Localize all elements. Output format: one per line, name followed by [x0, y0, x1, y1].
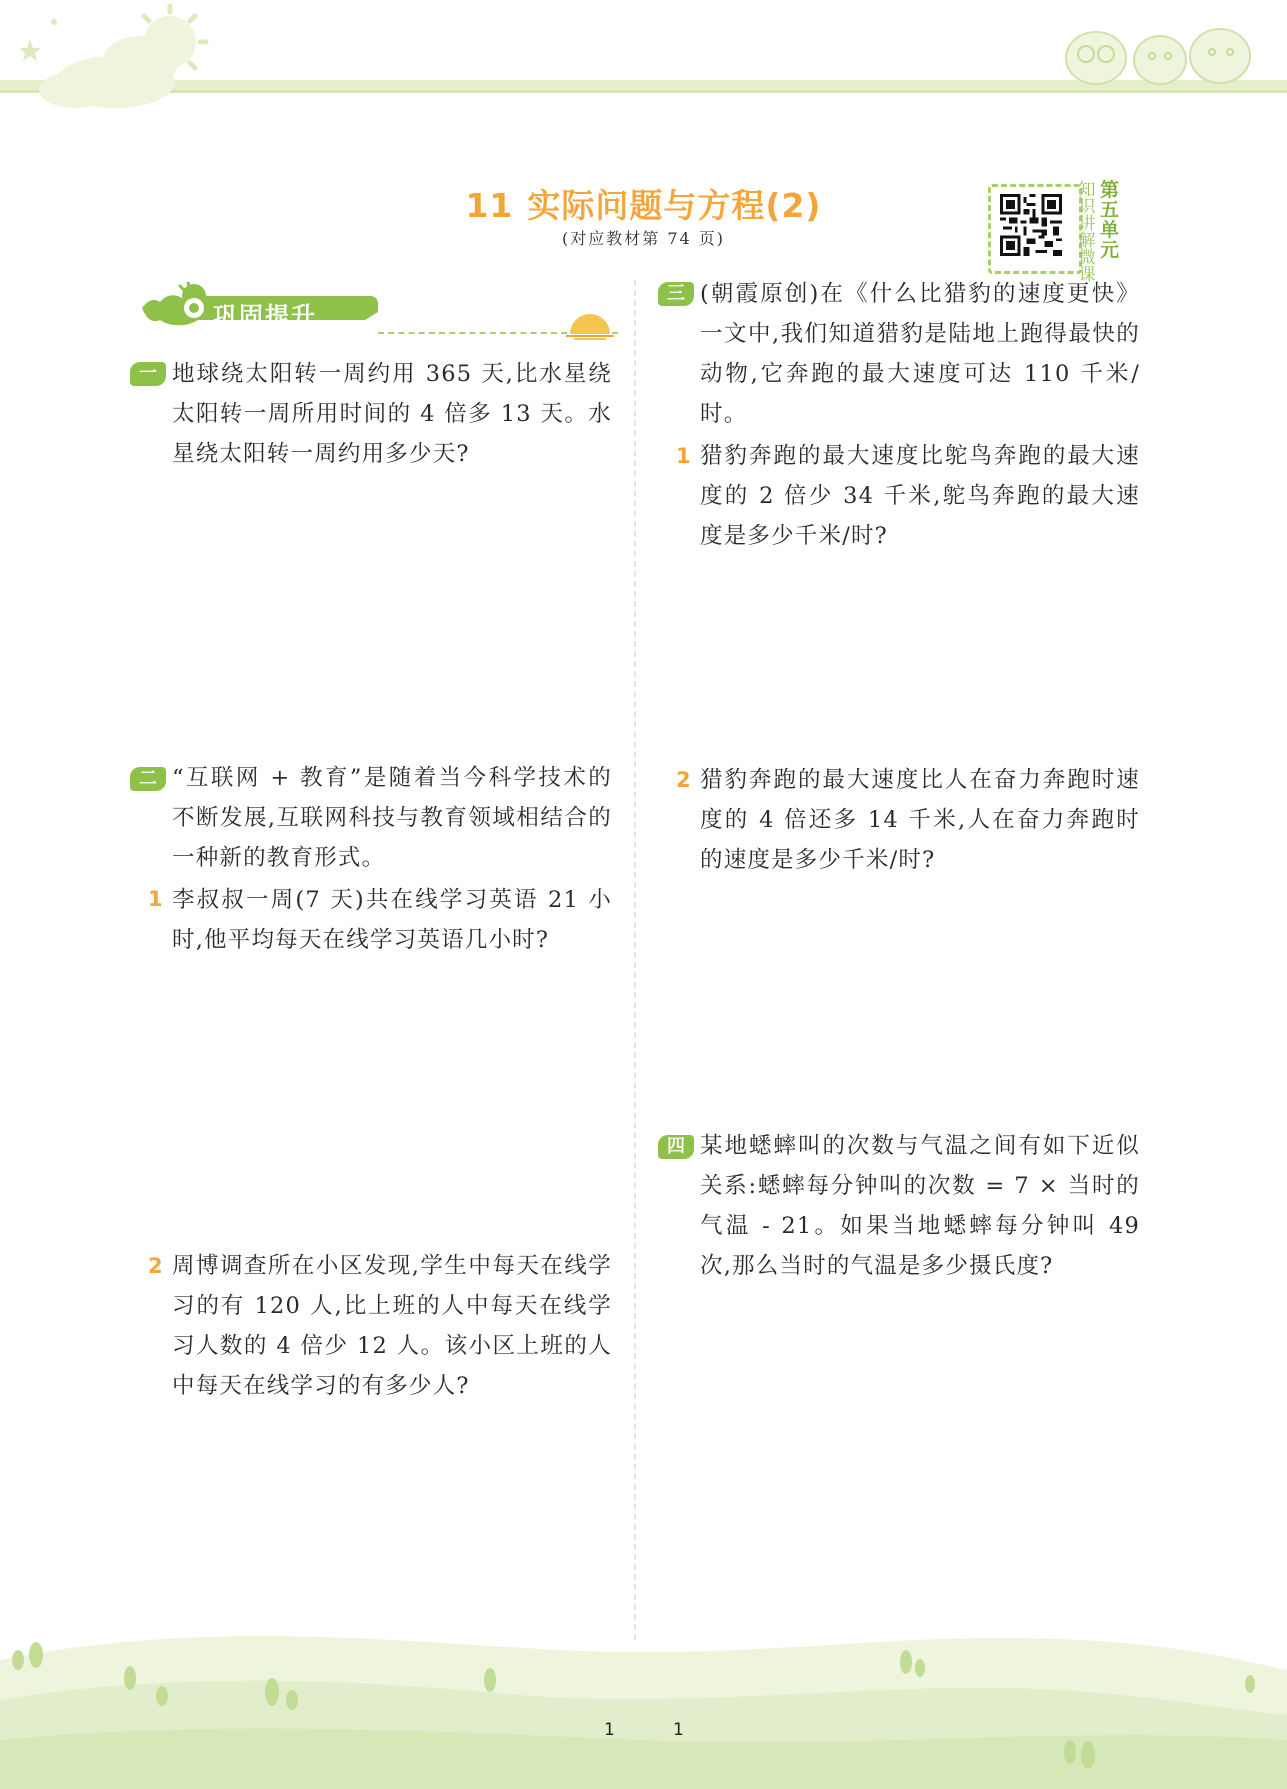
sunset-icon [566, 306, 614, 340]
question-2-intro: “互联网 + 教育”是随着当今科学技术的不断发展,互联网科技与教育领域相结合的一种新的教育形式。 [172, 765, 612, 871]
cloud-sun-illustration [20, 0, 220, 115]
animal-friends-illustration [1060, 18, 1260, 86]
question-2-sub2-text: 周博调查所在小区发现,学生中每天在线学习的有 120 人,比上班的人中每天在线学习人数的 4 倍少 12 人。该小区上班的人中每天在线学习的有多少人? [172, 1253, 612, 1399]
page-number-right: 1 [673, 1720, 684, 1740]
question-1-text: 地球绕太阳转一周约用 365 天,比水星绕太阳转一周所用时间的 4 倍多 13 天。水星绕太阳转一周约用多少天? [172, 361, 612, 467]
question-3-sub1-number: 1 [676, 444, 691, 468]
question-2-sub1-text: 李叔叔一周(7 天)共在线学习英语 21 小时,他平均每天在线学习英语几小时? [172, 887, 612, 953]
question-2-sub1-number: 1 [148, 887, 163, 911]
question-4-text: 某地蟋蟀叫的次数与气温之间有如下近似关系:蟋蟀每分钟叫的次数 = 7 × 当时的气温 - 21。如果当地蟋蟀每分钟叫 49 次,那么当时的气温是多少摄氏度? [700, 1133, 1140, 1279]
question-2-badge: 二 [130, 767, 166, 791]
section-title: 巩固提升 [213, 302, 317, 330]
textbook-reference: (对应教材第 74 页) [561, 229, 726, 248]
unit-label: 第五单元 [1100, 179, 1120, 261]
question-3-sub1-text: 猎豹奔跑的最大速度比鸵鸟奔跑的最大速度的 2 倍少 34 千米,鸵鸟奔跑的最大速度是多少千米/时? [700, 443, 1140, 549]
question-3-sub2-text: 猎豹奔跑的最大速度比人在奋力奔跑时速度的 4 倍还多 14 千米,人在奋力奔跑时的速度是多少千米/时? [700, 767, 1140, 873]
qr-code[interactable] [998, 194, 1064, 256]
question-3-badge: 三 [658, 282, 694, 306]
question-3-intro: (朝霞原创)在《什么比猎豹的速度更快》一文中,我们知道猎豹是陆地上跑得最快的动物,它奔跑的最大速度可达 110 千米/时。 [700, 281, 1140, 427]
question-1-badge: 一 [130, 362, 166, 386]
lesson-title-text: 实际问题与方程(2) [527, 186, 822, 225]
page-number-left: 1 [604, 1720, 615, 1740]
question-2-sub2-number: 2 [148, 1254, 163, 1278]
question-4-badge: 四 [658, 1135, 694, 1159]
column-divider [634, 280, 636, 1640]
hills-landscape [0, 1600, 1287, 1789]
lesson-number: 11 [465, 186, 514, 225]
question-3-sub2-number: 2 [676, 768, 691, 792]
qr-caption: 知识讲解微课 [1078, 180, 1096, 285]
